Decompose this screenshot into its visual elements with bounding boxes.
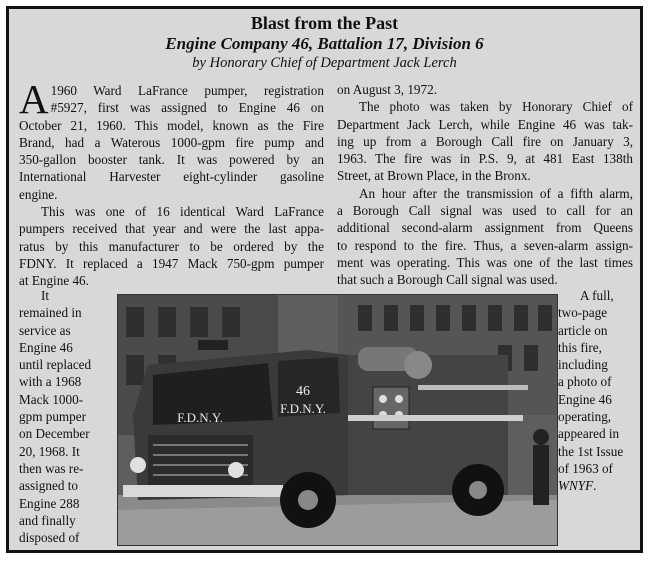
grille-lettering: F.D.N.Y. [177, 410, 223, 425]
text-line: that such a Borough Call signal was used. [337, 272, 558, 288]
text-line: It [41, 288, 50, 303]
text-line: and finally [19, 512, 76, 528]
text-line: remained in [19, 305, 82, 321]
text-line: disposed of [19, 530, 80, 546]
truck-number: 46 [296, 384, 310, 399]
paragraph-3 [337, 98, 633, 184]
publication-name: WNYF [558, 478, 594, 494]
text-line: 20, 1968. It [19, 443, 80, 459]
text-line: Department Jack Lerch, while Engine 46 was tak- [337, 116, 633, 132]
text-line: Street, at Brown Place, in the Bronx. [337, 168, 531, 184]
text-line: Engine 288 [19, 495, 80, 511]
paragraph-4 [337, 185, 633, 289]
text-line: International Harvester eight-cylinder gasoline [19, 169, 324, 185]
text-line: Engine 46 [558, 391, 612, 407]
text-line: additional second-alarm assignment from Queens [337, 220, 633, 236]
text-line: until replaced [19, 357, 92, 373]
text-line: on August 3, 1972. [337, 82, 438, 97]
text-line: A full, [580, 288, 614, 303]
text-line: of 1963 of [558, 460, 613, 476]
door-lettering: F.D.N.Y. [280, 401, 326, 416]
text-line: appeared in [558, 426, 620, 442]
text-line: with a 1968 [19, 374, 82, 390]
right-column [337, 81, 633, 289]
text-line: service as [19, 322, 71, 338]
text-line: then was re- [19, 460, 84, 476]
text-line: a Borough Call signal was used to call for an [337, 203, 633, 219]
paragraph-2 [19, 203, 324, 289]
left-column [19, 76, 324, 290]
text-line: ment was operating. This was one of the last times [337, 254, 633, 270]
right-sidebar-text [558, 287, 636, 495]
text-line: gpm pumper [19, 409, 87, 425]
text-line: including [558, 357, 608, 373]
text-line: Brand, had a Waterous 1000-gpm fire pump and [19, 134, 324, 150]
fire-engine-photo [117, 294, 558, 546]
text-line: to respond to the fire. Thus, a seven-alarm assign- [337, 237, 633, 253]
text-line: An hour after the transmission of a fifth alarm, [359, 185, 633, 201]
article-frame [6, 6, 643, 553]
text-line: 1960 Ward LaFrance pumper, registration [50, 83, 324, 98]
period: . [593, 478, 597, 494]
text-line: this fire, [558, 339, 602, 355]
article-subtitle: Engine Company 46, Battalion 17, Division 6 [165, 34, 484, 53]
text-line: article on [558, 322, 608, 338]
text-line [558, 477, 636, 494]
text-line: operating, [558, 409, 612, 425]
left-sidebar-text [19, 287, 111, 546]
text-line: October 21, 1960. This model, known as the Fire [19, 117, 324, 133]
text-line: This was one of 16 identical Ward LaFrance [41, 204, 324, 220]
text-line: two-page [558, 305, 608, 321]
text-line: #5927, first was assigned to Engine 46 on [50, 100, 324, 116]
article-byline: by Honorary Chief of Department Jack Lerch [192, 55, 457, 71]
text-line: engine. [19, 186, 58, 202]
text-line: a photo of [558, 374, 612, 390]
text-line: Engine 46 [19, 339, 73, 355]
text-line: ratus by this manufacturer to be ordered by the [19, 238, 324, 254]
text-line: at Engine 46. [19, 273, 89, 289]
text-line: FDNY. It replaced a 1947 Mack 750-gpm pumper [19, 255, 324, 271]
drop-cap: A [19, 76, 49, 122]
article-header [9, 13, 640, 72]
text-line: Mack 1000- [19, 391, 84, 407]
text-line: The photo was taken by Honorary Chief of [359, 99, 633, 115]
text-line: 350-gallon booster tank. It was powered by an [19, 152, 324, 168]
text-line: the 1st Issue [558, 443, 624, 459]
article-title: Blast from the Past [250, 13, 399, 33]
text-line: 1963. The fire was in P.S. 9, at 481 East 138th [337, 151, 633, 167]
text-line: assigned to [19, 478, 78, 494]
text-line: pumpers received that year and were the last appa- [19, 221, 324, 237]
text-line: ing up from a Borough Call fire on January 3, [337, 133, 633, 149]
paragraph-1 [19, 76, 324, 203]
text-line: on December [19, 426, 90, 442]
